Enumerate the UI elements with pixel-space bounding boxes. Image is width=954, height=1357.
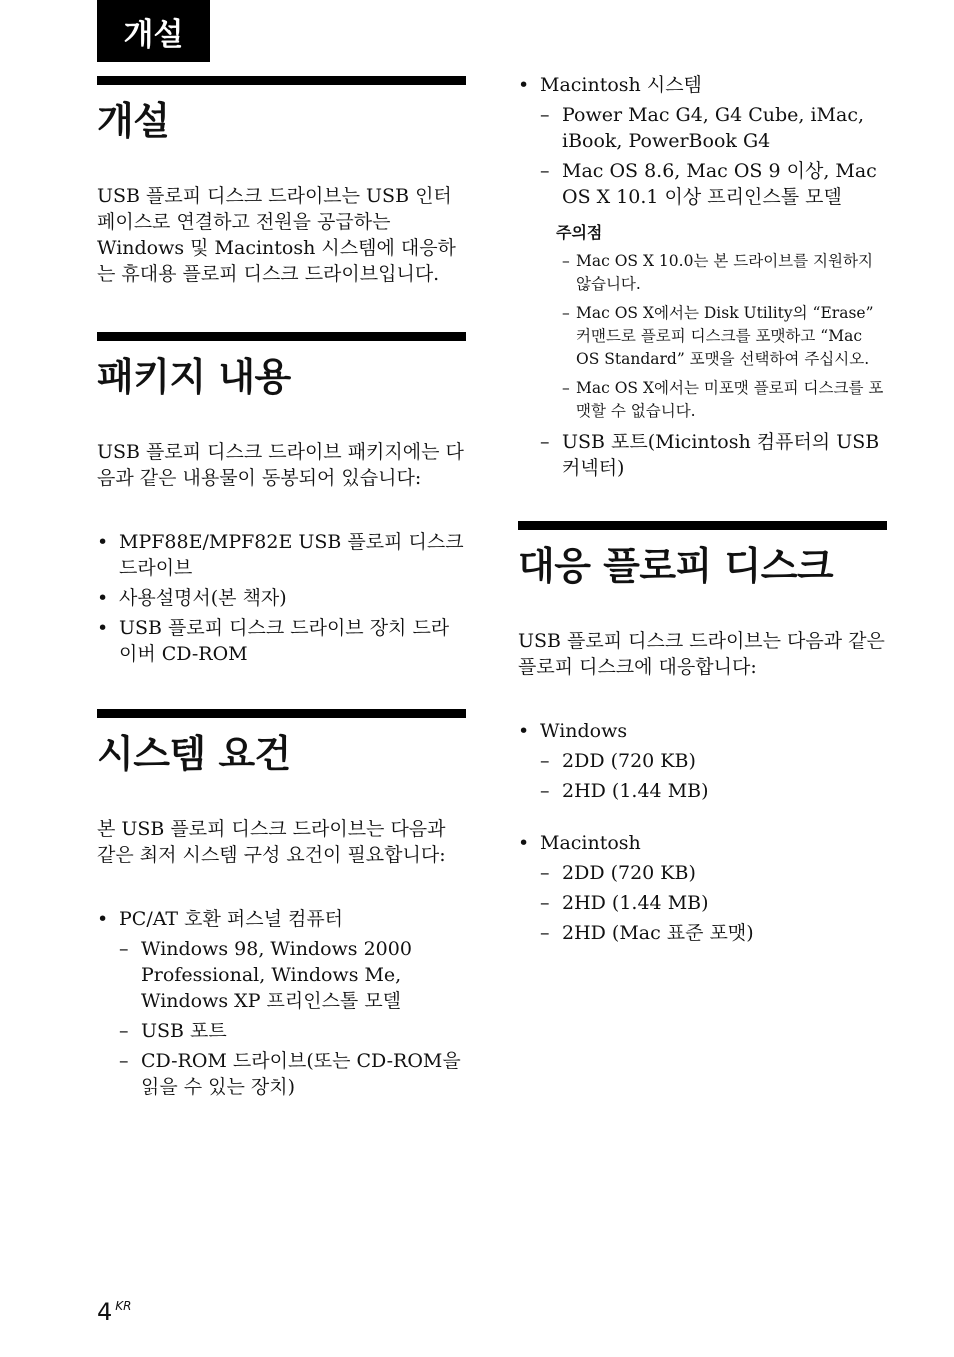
section-rule <box>97 332 466 341</box>
media-heading: 대응 플로피 디스크 <box>518 544 834 588</box>
page-number-value: 4 <box>97 1298 113 1326</box>
list-item: – Mac OS 8.6, Mac OS 9 이상, Mac OS X 10.1 이상 프리인스톨 모델 <box>540 158 887 210</box>
list-item: – 2HD (Mac 표준 포맷) <box>540 920 887 946</box>
media-list <box>518 718 887 946</box>
pc-label: PC/AT 호환 퍼스널 컴퓨터 <box>119 908 344 930</box>
mac-port-sublist <box>540 429 887 481</box>
requirements-section <box>97 709 466 1100</box>
media-section <box>518 521 887 946</box>
notes-list <box>562 250 887 423</box>
package-heading: 패키지 내용 <box>97 355 291 399</box>
list-item: – USB 포트(Micintosh 컴퓨터의 USB 커넥터) <box>540 429 887 481</box>
right-column <box>518 72 887 950</box>
windows-label: Windows <box>540 720 628 742</box>
page-number <box>97 1298 132 1326</box>
package-list <box>97 529 466 667</box>
note-item: – Mac OS X에서는 미포맷 플로피 디스크를 포맷할 수 없습니다. <box>562 377 887 423</box>
list-item: – 2HD (1.44 MB) <box>540 778 887 804</box>
list-item <box>518 830 887 946</box>
requirements-text: 본 USB 플로피 디스크 드라이브는 다음과 같은 최저 시스템 구성 요건이 필요합니다: <box>97 818 446 866</box>
list-item: – Windows 98, Windows 2000 Professional, Windows Me, Windows XP 프리인스톨 모델 <box>119 936 466 1014</box>
list-item: • 사용설명서(본 책자) <box>97 585 466 611</box>
requirements-list <box>97 906 466 1100</box>
macintosh-label: Macintosh <box>540 832 641 854</box>
list-item: – 2DD (720 KB) <box>540 860 887 886</box>
requirements-heading: 시스템 요건 <box>97 732 291 776</box>
package-section <box>97 332 466 667</box>
note-item: – Mac OS X 10.0는 본 드라이브를 지원하지 않습니다. <box>562 250 887 296</box>
package-text: USB 플로피 디스크 드라이브 패키지에는 다음과 같은 내용물이 동봉되어 있습니다: <box>97 441 464 489</box>
list-item <box>518 72 887 481</box>
left-column <box>97 76 466 1104</box>
media-text: USB 플로피 디스크 드라이브는 다음과 같은 플로피 디스크에 대응합니다: <box>518 630 885 678</box>
list-item <box>97 906 466 1100</box>
section-tab: 개설 <box>97 0 210 62</box>
list-item: – CD-ROM 드라이브(또는 CD-ROM을 읽을 수 있는 장치) <box>119 1048 466 1100</box>
section-rule <box>518 521 887 530</box>
list-item: • MPF88E/MPF82E USB 플로피 디스크 드라이브 <box>97 529 466 581</box>
list-item: – 2HD (1.44 MB) <box>540 890 887 916</box>
overview-section <box>97 76 466 287</box>
mac-sublist <box>540 102 887 210</box>
list-item <box>518 718 887 804</box>
mac-label: Macintosh 시스템 <box>540 74 702 96</box>
page-locale: KR <box>115 1299 132 1313</box>
list-item: – USB 포트 <box>119 1018 466 1044</box>
list-item: • USB 플로피 디스크 드라이브 장치 드라이버 CD-ROM <box>97 615 466 667</box>
section-rule <box>97 76 466 85</box>
list-item: – Power Mac G4, G4 Cube, iMac, iBook, PowerBook G4 <box>540 102 887 154</box>
list-item: – 2DD (720 KB) <box>540 748 887 774</box>
section-rule <box>97 709 466 718</box>
notes-heading: 주의점 <box>556 223 603 242</box>
pc-sublist <box>119 936 466 1100</box>
overview-heading: 개설 <box>97 99 170 143</box>
mac-requirements-list <box>518 72 887 481</box>
overview-text: USB 플로피 디스크 드라이브는 USB 인터페이스로 연결하고 전원을 공급하는 Windows 및 Macintosh 시스템에 대응하는 휴대용 플로피 디스크 드라이브입니다. <box>97 185 456 285</box>
windows-sublist <box>540 748 887 804</box>
note-item: – Mac OS X에서는 Disk Utility의 “Erase” 커맨드로 플로피 디스크를 포맷하고 “Mac OS Standard” 포맷을 선택하여 주십시오. <box>562 302 887 371</box>
macintosh-sublist <box>540 860 887 946</box>
